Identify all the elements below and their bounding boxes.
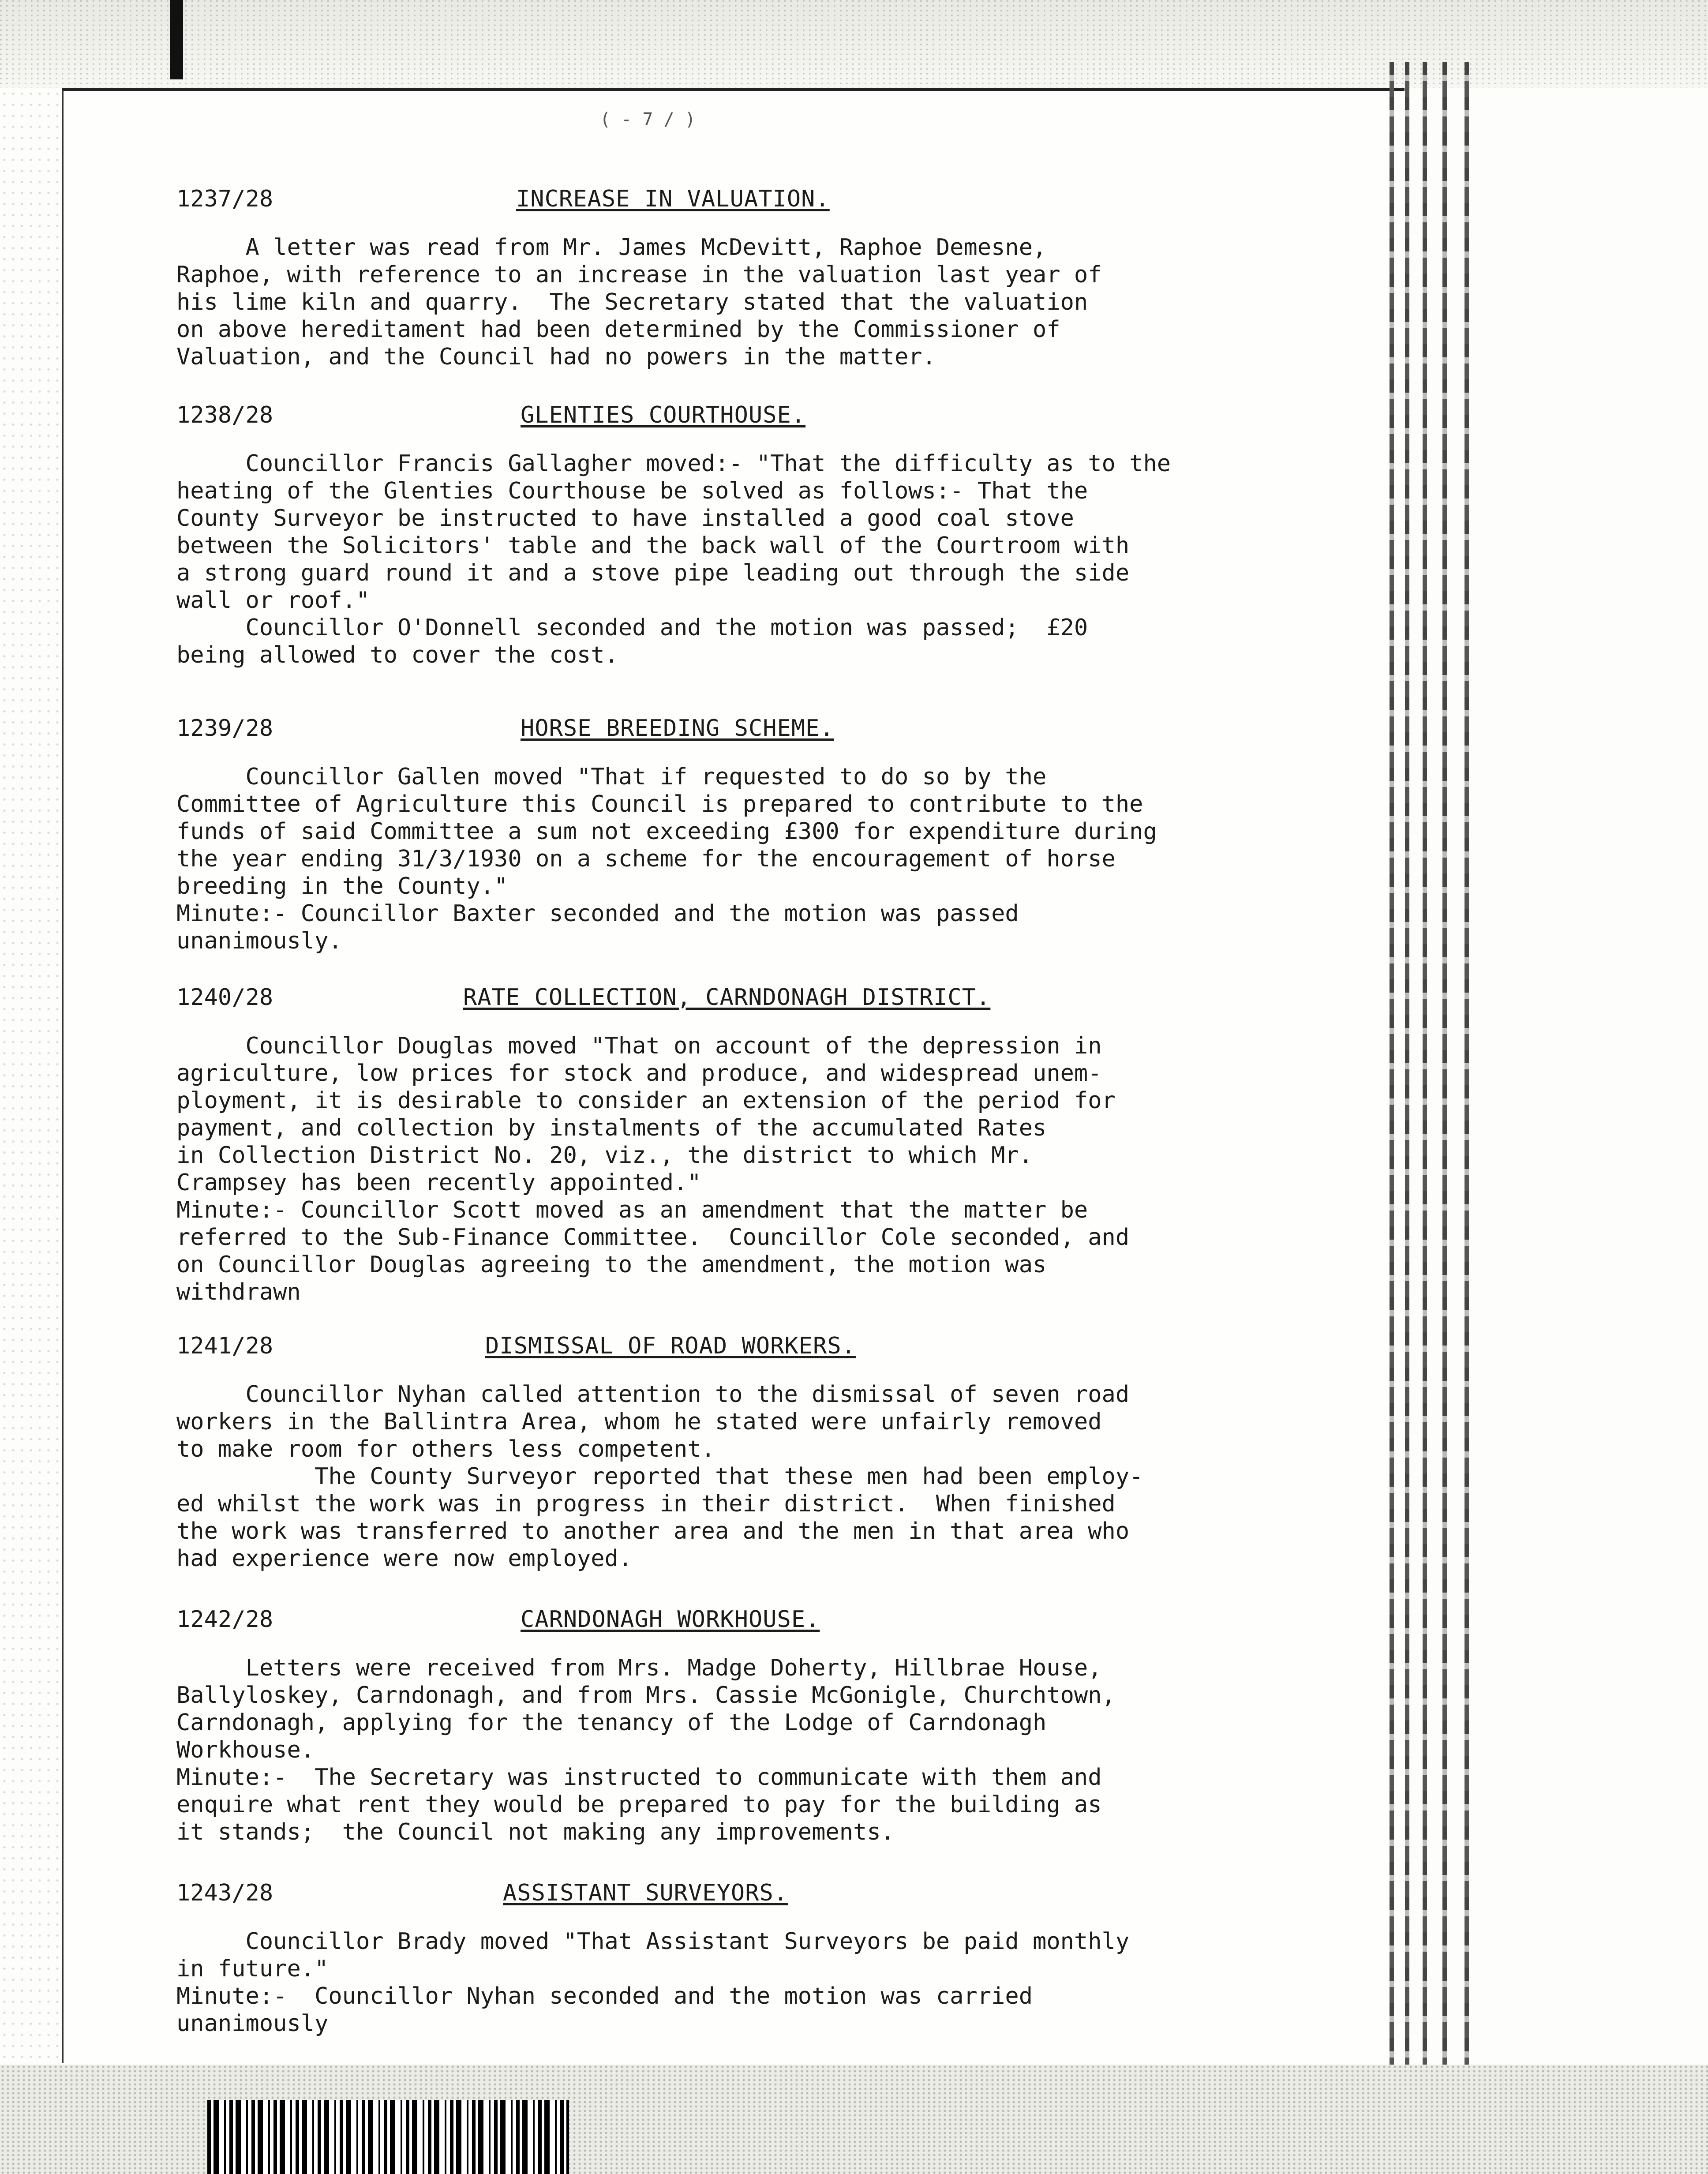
minute-body bbox=[176, 234, 1385, 371]
minute-number: 1238/28 bbox=[176, 402, 273, 428]
minute-heading: DISMISSAL OF ROAD WORKERS. bbox=[485, 1333, 856, 1359]
minute-heading: ASSISTANT SURVEYORS. bbox=[503, 1880, 788, 1906]
text-line: Valuation, and the Council had no powers in the matter. bbox=[176, 344, 936, 370]
text-line: A letter was read from Mr. James McDevitt, Raphoe Demesne, bbox=[176, 234, 1047, 261]
page-stack-edge bbox=[1423, 62, 1427, 2069]
text-line: Workhouse. bbox=[176, 1737, 315, 1763]
text-line: Minute:- Councillor Scott moved as an amendment that the matter be bbox=[176, 1197, 1088, 1223]
text-line: Minute:- Councillor Nyhan seconded and the motion was carried bbox=[176, 1983, 1033, 2009]
folio-number: ( - 7 / ) bbox=[600, 109, 696, 130]
text-line: referred to the Sub-Finance Committee. Councillor Cole seconded, and bbox=[176, 1224, 1130, 1251]
text-line: funds of said Committee a sum not exceeding £300 for expenditure during bbox=[176, 818, 1157, 845]
text-line: being allowed to cover the cost. bbox=[176, 642, 618, 668]
text-line: payment, and collection by instalments of the accumulated Rates bbox=[176, 1115, 1047, 1141]
page-stack-edge bbox=[1465, 62, 1469, 2069]
minute-number: 1237/28 bbox=[176, 186, 273, 212]
text-line: it stands; the Council not making any improvements. bbox=[176, 1819, 895, 1845]
text-line: withdrawn bbox=[176, 1279, 301, 1305]
minutes-document bbox=[176, 106, 1385, 2047]
minute-body bbox=[176, 450, 1385, 669]
scan-noise-left bbox=[0, 88, 62, 2065]
text-line: agriculture, low prices for stock and produce, and widespread unem- bbox=[176, 1060, 1102, 1087]
text-line: wall or roof." bbox=[176, 587, 370, 614]
text-line: unanimously. bbox=[176, 928, 342, 954]
page-stack-edge bbox=[1442, 62, 1447, 2069]
text-line: County Surveyor be instructed to have installed a good coal stove bbox=[176, 505, 1074, 532]
minute-heading: HORSE BREEDING SCHEME. bbox=[521, 715, 834, 742]
text-line: Councillor Brady moved "That Assistant Surveyors be paid monthly bbox=[176, 1928, 1130, 1955]
minute-number: 1241/28 bbox=[176, 1333, 273, 1359]
minute-body bbox=[176, 1032, 1385, 1306]
text-line: on Councillor Douglas agreeing to the amendment, the motion was bbox=[176, 1252, 1047, 1278]
text-line: heating of the Glenties Courthouse be solved as follows:- That the bbox=[176, 478, 1088, 504]
minute-heading: INCREASE IN VALUATION. bbox=[516, 186, 830, 212]
text-line: a strong guard round it and a stove pipe leading out through the side bbox=[176, 560, 1130, 586]
binding-barcode-strip bbox=[207, 2100, 569, 2174]
text-line: in future." bbox=[176, 1956, 329, 1982]
page-stack-edge bbox=[1390, 62, 1394, 2069]
text-line: Councillor Douglas moved "That on account of the depression in bbox=[176, 1033, 1102, 1059]
text-line: on above hereditament had been determined by the Commissioner of bbox=[176, 316, 1060, 343]
text-line: enquire what rent they would be prepared to pay for the building as bbox=[176, 1792, 1102, 1818]
text-line: Raphoe, with reference to an increase in the valuation last year of bbox=[176, 262, 1102, 288]
minute-body bbox=[176, 1928, 1385, 2037]
minute-body bbox=[176, 1654, 1385, 1846]
text-line: Councillor Francis Gallagher moved:- "That the difficulty as to the bbox=[176, 450, 1171, 477]
text-line: Carndonagh, applying for the tenancy of the Lodge of Carndonagh bbox=[176, 1709, 1047, 1736]
minute-number: 1242/28 bbox=[176, 1606, 273, 1633]
minute-number: 1239/28 bbox=[176, 715, 273, 742]
text-line: the work was transferred to another area and the men in that area who bbox=[176, 1518, 1130, 1544]
minute-heading: CARNDONAGH WORKHOUSE. bbox=[521, 1606, 820, 1633]
text-line: Letters were received from Mrs. Madge Doherty, Hillbrae House, bbox=[176, 1655, 1102, 1681]
text-line: ployment, it is desirable to consider an extension of the period for bbox=[176, 1087, 1116, 1114]
text-line: Minute:- Councillor Baxter seconded and the motion was passed bbox=[176, 900, 1019, 927]
text-line: between the Solicitors' table and the back wall of the Courtroom with bbox=[176, 532, 1130, 559]
scan-border-top bbox=[0, 0, 1708, 88]
text-line: Councillor Nyhan called attention to the dismissal of seven road bbox=[176, 1381, 1130, 1408]
text-line: his lime kiln and quarry. The Secretary stated that the valuation bbox=[176, 289, 1088, 315]
text-line: Councillor O'Donnell seconded and the motion was passed; £20 bbox=[176, 615, 1088, 641]
text-line: Ballyloskey, Carndonagh, and from Mrs. Cassie McGonigle, Churchtown, bbox=[176, 1682, 1116, 1709]
text-line: unanimously bbox=[176, 2010, 329, 2037]
text-line: ed whilst the work was in progress in their district. When finished bbox=[176, 1491, 1116, 1517]
text-line: to make room for others less competent. bbox=[176, 1436, 715, 1462]
minute-body bbox=[176, 1381, 1385, 1572]
text-line: Committee of Agriculture this Council is prepared to contribute to the bbox=[176, 791, 1143, 817]
minute-heading: RATE COLLECTION, CARNDONAGH DISTRICT. bbox=[463, 984, 991, 1011]
minute-heading: GLENTIES COURTHOUSE. bbox=[521, 402, 806, 428]
minute-body bbox=[176, 763, 1385, 955]
text-line: workers in the Ballintra Area, whom he stated were unfairly removed bbox=[176, 1409, 1102, 1435]
minute-number: 1243/28 bbox=[176, 1880, 273, 1906]
text-line: had experience were now employed. bbox=[176, 1545, 633, 1572]
text-line: in Collection District No. 20, viz., the district to which Mr. bbox=[176, 1142, 1033, 1169]
text-line: The County Surveyor reported that these men had been employ- bbox=[176, 1463, 1143, 1490]
text-line: Minute:- The Secretary was instructed to communicate with them and bbox=[176, 1764, 1102, 1791]
text-line: the year ending 31/3/1930 on a scheme for the encouragement of horse bbox=[176, 846, 1116, 872]
minute-number: 1240/28 bbox=[176, 984, 273, 1011]
text-line: Crampsey has been recently appointed." bbox=[176, 1169, 701, 1196]
binder-edge bbox=[170, 0, 183, 79]
text-line: breeding in the County." bbox=[176, 873, 508, 900]
text-line: Councillor Gallen moved "That if requested to do so by the bbox=[176, 764, 1047, 790]
page-stack-edge bbox=[1405, 62, 1409, 2069]
